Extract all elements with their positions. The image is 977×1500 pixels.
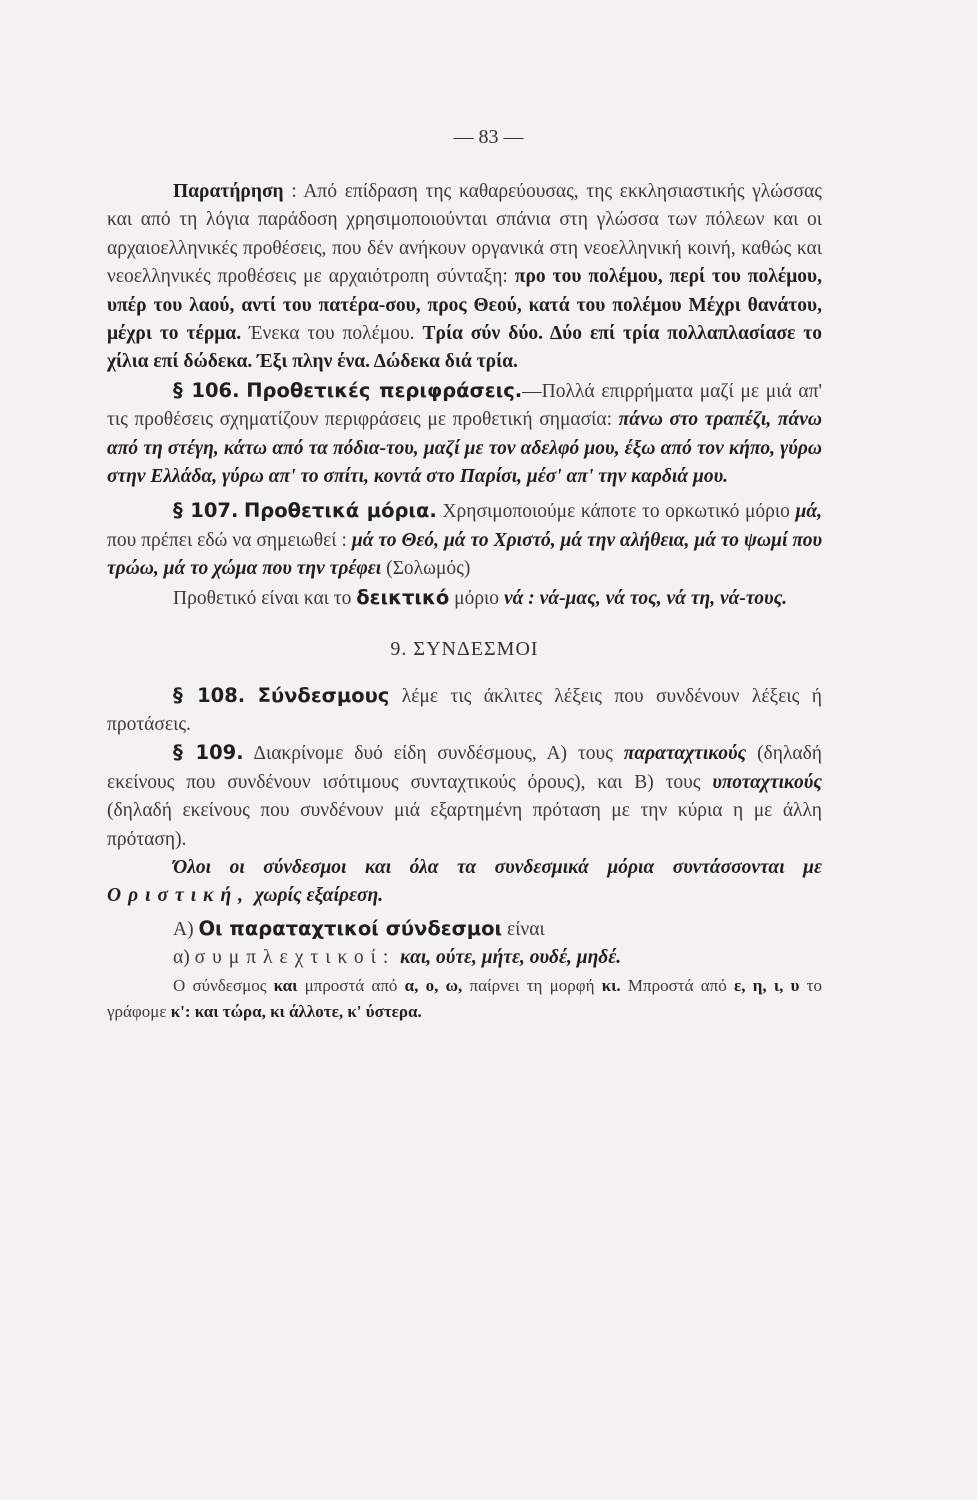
note-examples: και τώρα, κι άλλοτε, κ' ύστερα. [194, 1001, 422, 1021]
chapter-heading: 9. ΣΥΝΔΕΣΜΟΙ [390, 638, 539, 661]
section-109-term-1: παραταχτικούς [623, 743, 747, 765]
section-108-number: § 108. [173, 683, 246, 707]
section-107-text-3: Προθετικό είναι και το [173, 587, 352, 609]
section-107-text: Χρησιμοποιούμε κάποτε το ορκωτικό μόριο [442, 501, 790, 523]
section-106-title: Προθετικές περιφράσεις. [246, 378, 523, 402]
section-108-text: λέμε τις άκλιτες λέξεις που συνδένουν λέξεις ή προτάσεις. [107, 685, 822, 735]
subsection-a-spaced: συμπλεχτικοί: [194, 947, 396, 969]
note-text-4: Μπροστά από [627, 975, 727, 995]
remark-examples-2: Τρία σύν δύο. Δύο επί τρία πολλαπλασίασε το χίλια επί δώδεκα. Έξι πλην ένα. Δώδεκα διά τρία. [107, 323, 823, 373]
section-109-term-2: υποταχτικούς [712, 771, 822, 793]
section-107 [107, 497, 822, 583]
remark-examples: προ του πολέμου, περί του πολέμου, υπέρ του λαού, αντί του πατέρα-σου, προς Θεού, κατά του πολέμου Μέχρι θανάτου, μέχρι το τέρμα. [107, 266, 822, 345]
section-109-number: § 109. [173, 741, 244, 765]
section-107-text-4: μόριο [454, 587, 500, 609]
remark-text: : Από επίδραση της καθαρεύουσας, της εκκλησιαστικής γλώσσας και από τη λόγια παράδοση χρησιμοποιούνται σπάνια στη γλώσσα των πόλεων και οι αρχαιοελληνικές προθέσεις, που δέν ανήκουν οργανικά στη νεοελληνική κοινή, καθώς και νεοελληνικές προθέσεις με αρχαιότροπη σύνταξη: [107, 181, 822, 288]
subsection-a [107, 944, 822, 972]
subsection-A-label: Α) [173, 918, 194, 940]
note-text-5: το γράφομε [107, 975, 823, 1021]
section-109 [107, 739, 822, 854]
section-107-source: (Σολωμός) [386, 558, 471, 580]
rule-text-2: χωρίς εξαίρεση. [254, 885, 384, 907]
remark-text-2: Ένεκα του πολέμου. [249, 323, 415, 345]
section-107-na [107, 584, 822, 613]
section-108-title: Σύνδεσμους [257, 683, 390, 707]
note-ki: κι. [601, 975, 621, 995]
section-106 [107, 377, 822, 492]
section-107-text-2: που πρέπει εδώ να σημειωθεί : [107, 529, 347, 551]
section-109-text-2: (δηλαδή εκείνους που συνδένουν ισότιμους συνταχτικούς όρους), και Β) τους [107, 743, 822, 793]
section-107-examples: μά το Θεό, μά το Χριστό, μά την αλήθεια, μά το ψωμί που τρώω, μά το χώμα που την τρέφει [107, 529, 823, 580]
note-paragraph [107, 973, 822, 1025]
subsection-A-title: Οι παραταχτικοί σύνδεσμοι [198, 916, 503, 940]
paragraph-remark [107, 178, 822, 377]
note-kai: και [273, 975, 298, 995]
note-text-3: παίρνει τη μορφή [469, 975, 595, 995]
remark-label: Παρατήρηση [173, 181, 284, 202]
subsection-A [107, 915, 822, 944]
section-107-title: Προθετικά μόρια. [243, 499, 437, 523]
page-body [107, 178, 822, 1025]
section-107-ma: μά, [795, 501, 823, 523]
subsection-a-examples: και, ούτε, μήτε, ουδέ, μηδέ. [400, 947, 622, 969]
note-text-2: μπροστά από [304, 975, 398, 995]
note-text: Ο σύνδεσμος [173, 975, 267, 995]
rule-paragraph [107, 854, 822, 911]
rule-spaced: Οριστική, [107, 885, 251, 907]
page-number: — 83 — [453, 126, 524, 148]
subsection-A-text: είναι [507, 918, 545, 940]
section-107-examples-2: νά : νά-μας, νά τος, νά τη, νά-τους. [503, 587, 788, 609]
section-106-text: —Πολλά επιρρήματα μαζί με μιά απ' τις προθέσεις σχηματίζουν περιφράσεις με προθετική σημασία: [107, 380, 823, 431]
note-vowels-1: α, ο, ω, [404, 975, 463, 995]
section-109-text: Διακρίνομε δυό είδη συνδέσμους, Α) τους [253, 743, 613, 765]
note-vowels-2: ε, η, ι, υ [733, 975, 800, 995]
section-109-text-3: (δηλαδή εκείνους που συνδένουν μιά εξαρτημένη πρόταση με την κύρια η με άλλη πρόταση). [107, 800, 822, 850]
section-108 [107, 682, 822, 740]
section-107-deiktiko: δεικτικό [356, 585, 450, 609]
rule-text: Όλοι οι σύνδεσμοι και όλα τα συνδεσμικά μόρια συντάσσονται με [173, 856, 822, 878]
section-107-number: § 107. [173, 499, 239, 523]
subsection-a-label: α) [173, 947, 190, 969]
section-106-examples: πάνω στο τραπέζι, πάνω από τη στέγη, κάτω από τα πόδια-του, μαζί με τον αδελφό μου, έξω από τον κήπο, γύρω στην Ελλάδα, γύρω απ' το σπίτι, κοντά στο Παρίσι, μέσ' απ' την καρδιά μου. [107, 409, 823, 488]
section-106-number: § 106. [173, 378, 240, 402]
note-k: κ': [170, 1001, 191, 1021]
